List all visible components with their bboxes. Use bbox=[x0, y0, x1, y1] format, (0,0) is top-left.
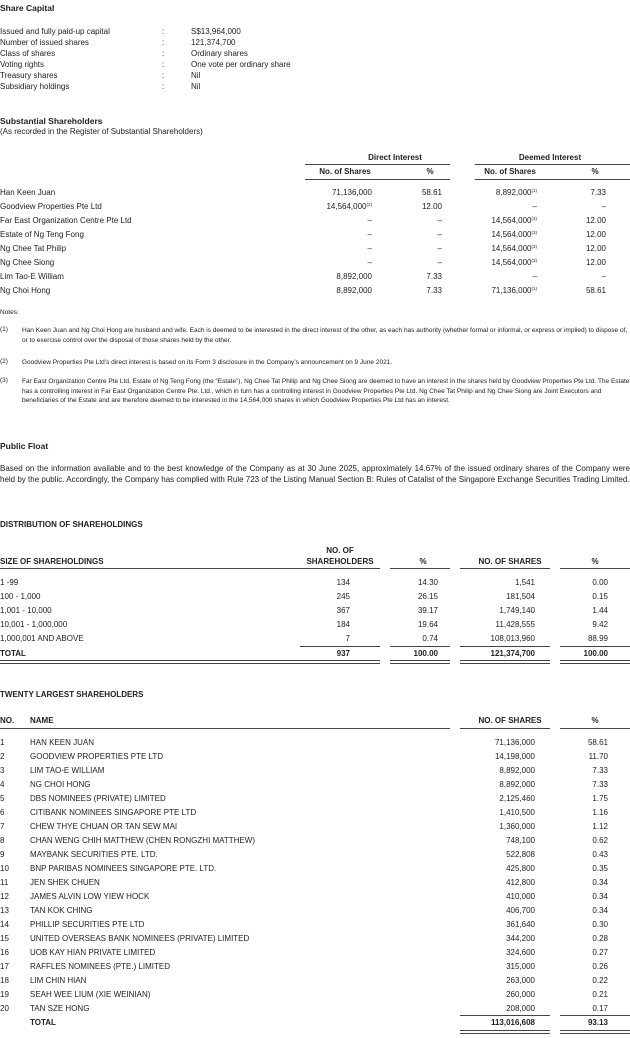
dist-pct2: 0.15 bbox=[592, 592, 608, 601]
share-capital-label: Class of shares bbox=[0, 49, 56, 58]
holder-name: JEN SHEK CHUEN bbox=[30, 878, 100, 887]
direct-pct: – bbox=[437, 258, 442, 267]
rule-line bbox=[0, 660, 380, 664]
holder-shares: 14,198,000 bbox=[494, 752, 535, 761]
note-ref: (3) bbox=[531, 258, 537, 263]
dist-total-label: TOTAL bbox=[0, 649, 26, 658]
holder-shares: 263,000 bbox=[506, 976, 535, 985]
holder-pct: 0.35 bbox=[592, 864, 608, 873]
note-ref: (3) bbox=[531, 216, 537, 221]
deemed-shares-value: – bbox=[532, 272, 537, 281]
holder-name: CITIBANK NOMINEES SINGAPORE PTE LTD bbox=[30, 808, 197, 817]
dist-size: 1,000,001 AND ABOVE bbox=[0, 634, 84, 643]
direct-shares-value: – bbox=[367, 258, 372, 267]
share-capital-colon: : bbox=[162, 82, 165, 91]
holder-rank: 9 bbox=[0, 850, 5, 859]
holder-name: LIM TAO-E WILLIAM bbox=[30, 766, 105, 775]
deemed-shares bbox=[455, 286, 537, 295]
holder-rank: 3 bbox=[0, 766, 5, 775]
holder-pct: 0.17 bbox=[592, 1004, 608, 1013]
holder-rank: 7 bbox=[0, 822, 5, 831]
dist-total-pct: 100.00 bbox=[413, 649, 438, 658]
direct-shares bbox=[300, 202, 372, 211]
dist-shares: 1,749,140 bbox=[499, 606, 535, 615]
direct-pct: 7.33 bbox=[426, 272, 442, 281]
holder-rank: 4 bbox=[0, 780, 5, 789]
shareholder-name: Ng Choi Hong bbox=[0, 286, 51, 295]
note-number: (3) bbox=[0, 377, 8, 384]
rule-line bbox=[300, 646, 380, 647]
rule-line bbox=[460, 1030, 550, 1034]
distribution-title: DISTRIBUTION OF SHAREHOLDINGS bbox=[0, 520, 143, 529]
twenty-pct-header: % bbox=[591, 716, 599, 725]
twenty-total-pct: 93.13 bbox=[587, 1018, 608, 1027]
direct-pct: 12.00 bbox=[421, 202, 442, 211]
deemed-pct: 58.61 bbox=[585, 286, 606, 295]
deemed-pct-header: % bbox=[591, 167, 599, 176]
rule-line bbox=[460, 1015, 550, 1016]
share-capital-value: 121,374,700 bbox=[191, 38, 236, 47]
holder-rank: 2 bbox=[0, 752, 5, 761]
dist-pct2: 88.99 bbox=[587, 634, 608, 643]
deemed-shares bbox=[455, 244, 537, 253]
rule-line bbox=[560, 660, 630, 664]
shareholder-name: Ng Chee Tat Philip bbox=[0, 244, 67, 253]
dist-shares: 108,013,960 bbox=[490, 634, 535, 643]
note-text: Han Keen Juan and Ng Choi Hong are husband and wife. Each is deemed to be interested in the direct interest of the other, as each has authority (whether formal or informal, or express or implied) to dispose of, or to exercise control over the disposal of those shares held by the other. bbox=[22, 327, 628, 344]
dist-holders: 134 bbox=[336, 578, 350, 587]
share-capital-label: Voting rights bbox=[0, 60, 45, 69]
twenty-name-header: NAME bbox=[30, 716, 54, 725]
substantial-title: Substantial Shareholders bbox=[0, 116, 103, 126]
dist-size: 1 -99 bbox=[0, 578, 19, 587]
direct-pct: – bbox=[437, 216, 442, 225]
rule-line bbox=[390, 646, 450, 647]
shareholder-name: Ng Chee Siong bbox=[0, 258, 55, 267]
dist-holders-header-2: SHAREHOLDERS bbox=[306, 557, 374, 566]
rule-line bbox=[560, 646, 630, 647]
holder-name: BNP PARIBAS NOMINEES SINGAPORE PTE. LTD. bbox=[30, 864, 217, 873]
dist-pct: 19.64 bbox=[417, 620, 438, 629]
deemed-shares-value: 14,564,000 bbox=[491, 230, 532, 239]
deemed-pct: 12.00 bbox=[585, 244, 606, 253]
deemed-shares-value: 8,892,000 bbox=[495, 188, 532, 197]
holder-name: TAN KOK CHING bbox=[30, 906, 93, 915]
holder-pct: 0.34 bbox=[592, 878, 608, 887]
twenty-total-label: TOTAL bbox=[30, 1018, 56, 1027]
holder-rank: 18 bbox=[0, 976, 9, 985]
share-capital-value: Nil bbox=[191, 82, 201, 91]
holder-shares: 425,800 bbox=[506, 864, 535, 873]
deemed-shares-value: – bbox=[532, 202, 537, 211]
share-capital-value: One vote per ordinary share bbox=[191, 60, 291, 69]
holder-shares: 1,410,500 bbox=[499, 808, 535, 817]
holder-rank: 11 bbox=[0, 878, 9, 887]
deemed-pct: 12.00 bbox=[585, 230, 606, 239]
deemed-shares bbox=[455, 258, 537, 267]
holder-name: UOB KAY HIAN PRIVATE LIMITED bbox=[30, 948, 156, 957]
rule-line bbox=[390, 660, 450, 664]
deemed-shares-value: 71,136,000 bbox=[491, 286, 532, 295]
holder-pct: 7.33 bbox=[592, 780, 608, 789]
holder-shares: 71,136,000 bbox=[494, 738, 535, 747]
note-number: (2) bbox=[0, 358, 8, 365]
direct-shares bbox=[300, 230, 372, 239]
holder-shares: 344,200 bbox=[506, 934, 535, 943]
holder-shares: 8,892,000 bbox=[499, 780, 535, 789]
direct-shares bbox=[300, 272, 372, 281]
direct-shares-value: 8,892,000 bbox=[336, 286, 372, 295]
deemed-pct: 12.00 bbox=[585, 258, 606, 267]
holder-name: UNITED OVERSEAS BANK NOMINEES (PRIVATE) LIMITED bbox=[30, 934, 250, 943]
share-capital-label: Treasury shares bbox=[0, 71, 58, 80]
twenty-no-header: NO. bbox=[0, 716, 15, 725]
twenty-total-shares: 113,016,608 bbox=[490, 1018, 535, 1027]
deemed-shares bbox=[455, 272, 537, 281]
holder-name: GOODVIEW PROPERTIES PTE LTD bbox=[30, 752, 164, 761]
holder-rank: 19 bbox=[0, 990, 9, 999]
public-float-text: Based on the information available and to the best knowledge of the Company as at 30 June 2025, approximately 14.67% of the issued ordinary shares of the Company were held by the public. Accordingly, the Company has complied with Rule 723 of the Listing Manual Section B: Rules of Catalist of the Singapore Exchange Securities Trading Limited. bbox=[0, 464, 630, 484]
dist-holders: 245 bbox=[336, 592, 350, 601]
deemed-pct: – bbox=[601, 272, 606, 281]
share-capital-colon: : bbox=[162, 71, 165, 80]
holder-shares: 406,700 bbox=[506, 906, 535, 915]
deemed-shares bbox=[455, 188, 537, 197]
holder-name: NG CHOI HONG bbox=[30, 780, 91, 789]
shareholder-name: Far East Organization Centre Pte Ltd bbox=[0, 216, 132, 225]
holder-pct: 0.27 bbox=[592, 948, 608, 957]
note-ref: (3) bbox=[531, 244, 537, 249]
twenty-title: TWENTY LARGEST SHAREHOLDERS bbox=[0, 690, 144, 699]
deemed-interest-header: Deemed Interest bbox=[518, 153, 582, 162]
holder-shares: 315,000 bbox=[506, 962, 535, 971]
holder-pct: 1.16 bbox=[592, 808, 608, 817]
dist-pct2: 0.00 bbox=[592, 578, 608, 587]
note-ref: (1) bbox=[531, 286, 537, 291]
direct-pct: – bbox=[437, 230, 442, 239]
holder-name: SEAH WEE LIUM (XIE WEINIAN) bbox=[30, 990, 151, 999]
holder-rank: 12 bbox=[0, 892, 9, 901]
direct-shares bbox=[300, 244, 372, 253]
rule-line bbox=[460, 660, 550, 664]
dist-shares: 11,428,555 bbox=[495, 620, 535, 629]
rule-line bbox=[560, 1015, 630, 1016]
holder-shares: 1,360,000 bbox=[499, 822, 535, 831]
share-capital-label: Number of issued shares bbox=[0, 38, 89, 47]
direct-shares-header: No. of Shares bbox=[319, 167, 371, 176]
holder-pct: 11.70 bbox=[588, 752, 608, 761]
holder-pct: 0.34 bbox=[592, 906, 608, 915]
notes-label: Notes: bbox=[0, 309, 19, 316]
note-text: Goodview Properties Pte Ltd’s direct interest is based on its Form 3 disclosure in the Company’s announcement on 9 June 2021. bbox=[22, 359, 393, 366]
share-capital-title: Share Capital bbox=[0, 3, 55, 13]
holder-name: DBS NOMINEES (PRIVATE) LIMITED bbox=[30, 794, 166, 803]
deemed-shares bbox=[455, 230, 537, 239]
dist-pct: 0.74 bbox=[422, 634, 438, 643]
holder-shares: 410,000 bbox=[506, 892, 535, 901]
dist-total-shares: 121,374,700 bbox=[490, 649, 535, 658]
deemed-shares bbox=[455, 202, 537, 211]
holder-pct: 0.28 bbox=[592, 934, 608, 943]
note-ref: (1) bbox=[531, 188, 537, 193]
share-capital-colon: : bbox=[162, 60, 165, 69]
deemed-shares-value: 14,564,000 bbox=[491, 258, 532, 267]
holder-shares: 260,000 bbox=[506, 990, 535, 999]
holder-name: TAN SZE HONG bbox=[30, 1004, 90, 1013]
rule-line bbox=[560, 1030, 630, 1034]
substantial-subtitle: (As recorded in the Register of Substantial Shareholders) bbox=[0, 127, 203, 136]
holder-name: CHAN WENG CHIH MATTHEW (CHEN RONGZHI MATTHEW) bbox=[30, 836, 256, 845]
direct-shares-value: – bbox=[367, 216, 372, 225]
dist-pct2-header: % bbox=[591, 557, 599, 566]
holder-name: PHILLIP SECURITIES PTE LTD bbox=[30, 920, 145, 929]
dist-holders: 7 bbox=[345, 634, 350, 643]
direct-shares bbox=[300, 188, 372, 197]
holder-name: LIM CHIN HIAN bbox=[30, 976, 87, 985]
holder-shares: 2,125,460 bbox=[499, 794, 535, 803]
holder-pct: 0.21 bbox=[592, 990, 608, 999]
note-ref: (3) bbox=[531, 230, 537, 235]
deemed-pct: – bbox=[601, 202, 606, 211]
holder-rank: 5 bbox=[0, 794, 5, 803]
note-ref: (2) bbox=[366, 202, 372, 207]
dist-shares: 1,541 bbox=[514, 578, 535, 587]
holder-rank: 8 bbox=[0, 836, 5, 845]
holder-name: MAYBANK SECURITIES PTE. LTD. bbox=[30, 850, 158, 859]
shareholder-name: Estate of Ng Teng Fong bbox=[0, 230, 84, 239]
holder-pct: 0.62 bbox=[592, 836, 608, 845]
holder-shares: 522,808 bbox=[506, 850, 535, 859]
dist-pct: 39.17 bbox=[417, 606, 438, 615]
dist-holders: 184 bbox=[336, 620, 350, 629]
holder-pct: 1.12 bbox=[592, 822, 608, 831]
deemed-shares-value: 14,564,000 bbox=[491, 244, 532, 253]
share-capital-colon: : bbox=[162, 27, 165, 36]
dist-total-holders: 937 bbox=[336, 649, 350, 658]
holder-rank: 6 bbox=[0, 808, 5, 817]
holder-shares: 208,000 bbox=[506, 1004, 535, 1013]
direct-shares-value: – bbox=[367, 230, 372, 239]
share-capital-label: Subsidiary holdings bbox=[0, 82, 70, 91]
holder-name: JAMES ALVIN LOW YIEW HOCK bbox=[30, 892, 150, 901]
share-capital-colon: : bbox=[162, 49, 165, 58]
dist-pct2: 1.44 bbox=[592, 606, 608, 615]
dist-pct: 26.15 bbox=[417, 592, 438, 601]
dist-shares: 181,504 bbox=[506, 592, 535, 601]
holder-name: CHEW THYE CHUAN OR TAN SEW MAI bbox=[30, 822, 178, 831]
shareholder-name: Lim Tao-E William bbox=[0, 272, 64, 281]
dist-size: 1,001 - 10,000 bbox=[0, 606, 52, 615]
direct-shares bbox=[300, 258, 372, 267]
dist-size-header: SIZE OF SHAREHOLDINGS bbox=[0, 557, 104, 566]
shareholder-name: Han Keen Juan bbox=[0, 188, 56, 197]
holder-shares: 361,640 bbox=[506, 920, 535, 929]
holder-pct: 0.30 bbox=[592, 920, 608, 929]
holder-pct: 0.43 bbox=[592, 850, 608, 859]
rule-line bbox=[460, 646, 550, 647]
direct-shares-value: 71,136,000 bbox=[331, 188, 372, 197]
deemed-pct: 12.00 bbox=[585, 216, 606, 225]
dist-pct-header: % bbox=[419, 557, 427, 566]
holder-rank: 15 bbox=[0, 934, 9, 943]
holder-rank: 16 bbox=[0, 948, 9, 957]
dist-pct: 14.30 bbox=[417, 578, 438, 587]
twenty-shares-header: NO. OF SHARES bbox=[478, 716, 542, 725]
deemed-shares bbox=[455, 216, 537, 225]
holder-shares: 8,892,000 bbox=[499, 766, 535, 775]
holder-name: HAN KEEN JUAN bbox=[30, 738, 95, 747]
dist-size: 10,001 - 1,000,000 bbox=[0, 620, 68, 629]
direct-shares bbox=[300, 286, 372, 295]
holder-rank: 10 bbox=[0, 864, 9, 873]
deemed-shares-header: No. of Shares bbox=[484, 167, 536, 176]
direct-pct-header: % bbox=[426, 167, 434, 176]
dist-total-pct2: 100.00 bbox=[583, 649, 608, 658]
holder-pct: 0.26 bbox=[592, 962, 608, 971]
holder-pct: 0.34 bbox=[592, 892, 608, 901]
holder-pct: 58.61 bbox=[587, 738, 608, 747]
holder-rank: 1 bbox=[0, 738, 5, 747]
direct-pct: 58.61 bbox=[421, 188, 442, 197]
share-capital-value: S$13,964,000 bbox=[191, 27, 241, 36]
holder-name: RAFFLES NOMINEES (PTE.) LIMITED bbox=[30, 962, 171, 971]
dist-size: 100 - 1,000 bbox=[0, 592, 41, 601]
holder-shares: 748,100 bbox=[506, 836, 535, 845]
dist-holders-header-1: NO. OF bbox=[326, 546, 354, 555]
share-capital-value: Ordinary shares bbox=[191, 49, 248, 58]
note-text: Far East Organization Centre Pte Ltd, Estate of Ng Teng Fong (the “Estate”), Ng Chee Tat Philip and Ng Chee Siong are deemed to have an interest in the shares held by Goodview Properties Pte Ltd. The Estate has a controlling interest in Far East Organization Centre Pte. Ltd., which in turn has a controlling interest in Goodview Properties Pte Ltd. Ng Chee Tat Philip and Ng Chee Siong are Joint Executors and beneficiaries of the Estate and are therefore deemed to be interested in the 14,564,000 shares in which Goodview Properties Pte Ltd has an interest. bbox=[22, 378, 630, 405]
holder-pct: 0.22 bbox=[592, 976, 608, 985]
direct-shares-value: 14,564,000 bbox=[326, 202, 367, 211]
dist-shares-header: NO. OF SHARES bbox=[478, 557, 542, 566]
holder-rank: 14 bbox=[0, 920, 9, 929]
direct-interest-header: Direct Interest bbox=[368, 153, 422, 162]
note-number: (1) bbox=[0, 326, 8, 333]
holder-rank: 20 bbox=[0, 1004, 9, 1013]
holder-shares: 412,800 bbox=[506, 878, 535, 887]
dist-holders: 367 bbox=[336, 606, 350, 615]
deemed-shares-value: 14,564,000 bbox=[491, 216, 532, 225]
dist-pct2: 9.42 bbox=[592, 620, 608, 629]
holder-pct: 7.33 bbox=[592, 766, 608, 775]
share-capital-label: Issued and fully paid-up capital bbox=[0, 27, 110, 36]
direct-shares-value: – bbox=[367, 244, 372, 253]
shareholder-name: Goodview Properties Pte Ltd bbox=[0, 202, 102, 211]
holder-rank: 13 bbox=[0, 906, 9, 915]
direct-shares bbox=[300, 216, 372, 225]
holder-shares: 324,600 bbox=[506, 948, 535, 957]
share-capital-colon: : bbox=[162, 38, 165, 47]
public-float-title: Public Float bbox=[0, 441, 49, 451]
direct-shares-value: 8,892,000 bbox=[336, 272, 372, 281]
direct-pct: – bbox=[437, 244, 442, 253]
holder-rank: 17 bbox=[0, 962, 9, 971]
deemed-pct: 7.33 bbox=[590, 188, 606, 197]
direct-pct: 7.33 bbox=[426, 286, 442, 295]
holder-pct: 1.75 bbox=[592, 794, 608, 803]
share-capital-value: Nil bbox=[191, 71, 201, 80]
